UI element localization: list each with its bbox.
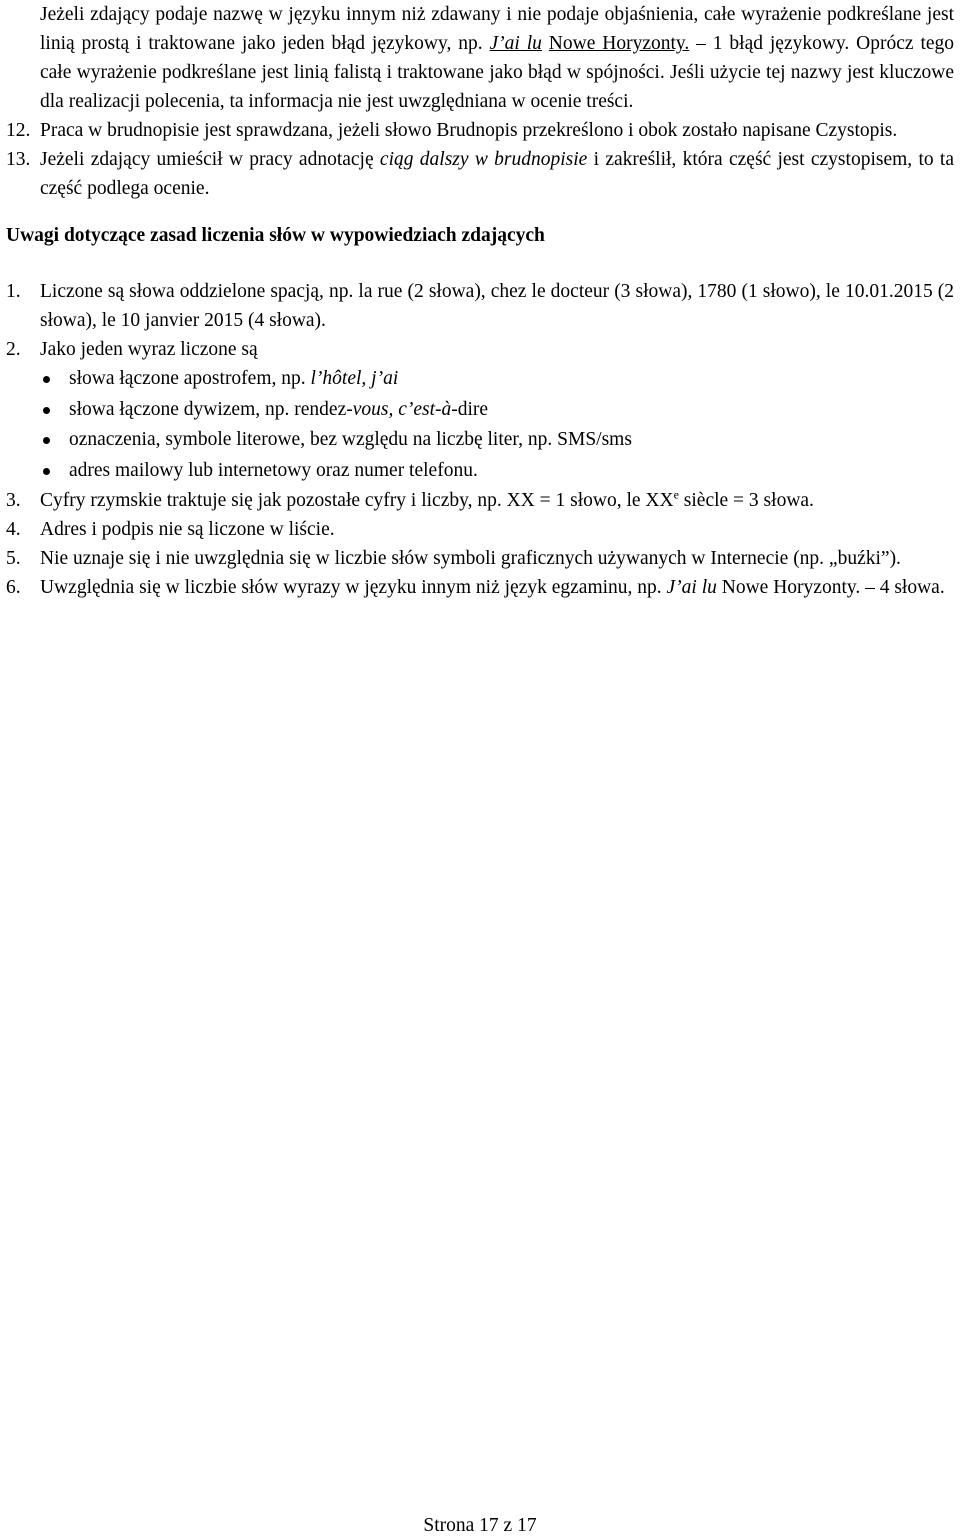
- rule-4: [0, 515, 960, 544]
- item-11-continuation: [0, 0, 960, 116]
- document-page: [0, 0, 960, 602]
- item-13-italic: ciąg dalszy w brudnopisie: [379, 149, 588, 170]
- rule-3-sup: e: [673, 487, 679, 502]
- rule-3-text-b: siècle = 3 słowa.: [678, 490, 814, 511]
- rule-2: [0, 335, 960, 364]
- item-11-text-a: Jeżeli zdający podaje nazwę w języku innym niż zdawany i nie podaje objaśnienia, całe wyrażenie podkreślane jest linią prostą i traktowane jako jeden błąd językowy, np.: [40, 4, 954, 54]
- rule-2-number: 2.: [6, 339, 21, 360]
- rule-2-bullet-list: [0, 364, 960, 486]
- rule-4-text: Adres i podpis nie są liczone w liście.: [40, 519, 335, 540]
- item-12-number: 12.: [6, 120, 31, 141]
- rule-3: [0, 486, 960, 515]
- page-footer: Strona 17 z 17: [423, 1515, 537, 1536]
- bullet-italic: vous, c’est-à-: [352, 398, 458, 420]
- rule-4-number: 4.: [6, 519, 21, 540]
- rule-6-number: 6.: [6, 577, 21, 598]
- rule-5-number: 5.: [6, 548, 21, 569]
- bullet-italic: l’hôtel, j’ai: [310, 368, 399, 389]
- rule-3-number: 3.: [6, 490, 21, 511]
- bullet-text: słowa łączone apostrofem, np.: [69, 368, 311, 389]
- item-11-text-b: – 1 błąd językowy. Oprócz tego całe wyrażenie podkreślane jest linią falistą i traktowane jako błąd w spójności. Jeśli użycie tej nazwy jest kluczowe dla realizacji polecenia, ta informacja nie jest uwzględniana w ocenie treści.: [40, 33, 955, 112]
- rule-5-text: Nie uznaje się i nie uwzględnia się w liczbie słów symboli graficznych używanych w Internecie (np. „buźki”).: [40, 548, 901, 569]
- list-item: [0, 425, 960, 456]
- list-item: [0, 395, 960, 426]
- bullet-icon: [43, 407, 50, 414]
- rule-6: [0, 573, 960, 602]
- section-heading: Uwagi dotyczące zasad liczenia słów w wypowiedziach zdających: [6, 225, 545, 246]
- list-item: [0, 456, 960, 487]
- bullet-icon: [43, 376, 50, 383]
- bullet-icon: [43, 437, 50, 444]
- item-11-example-italic: J’ai lu: [489, 33, 542, 54]
- rule-1-text: Liczone są słowa oddzielone spacją, np. la rue (2 słowa), chez le docteur (3 słowa), 1780 (1 słowo), le 10.01.2015 (2 słowa), le 10 janvier 2015 (4 słowa).: [40, 281, 954, 331]
- item-13-text-a: Jeżeli zdający umieścił w pracy adnotację: [40, 149, 380, 170]
- item-13-text-b: i zakreślił, która część jest czystopisem, to ta część podlega ocenie.: [40, 149, 954, 199]
- rule-6-text-a: Uwzględnia się w liczbie słów wyrazy w języku innym niż język egzaminu, np.: [40, 577, 667, 598]
- list-item: [0, 364, 960, 395]
- rule-5: [0, 544, 960, 573]
- bullet-text: adres mailowy lub internetowy oraz numer telefonu.: [69, 459, 478, 481]
- item-11-example-name: Nowe Horyzonty.: [548, 33, 690, 54]
- rule-1-number: 1.: [6, 281, 21, 302]
- rule-3-text-a: Cyfry rzymskie traktuje się jak pozostałe cyfry i liczby, np. XX = 1 słowo, le XX: [40, 490, 674, 511]
- rule-2-text: Jako jeden wyraz liczone są: [40, 339, 258, 360]
- rule-6-text-b: Nowe Horyzonty. – 4 słowa.: [716, 577, 945, 598]
- item-12: [0, 116, 960, 145]
- bullet-tail: dire: [457, 398, 489, 420]
- bullet-icon: [43, 468, 50, 475]
- item-13: [0, 145, 960, 203]
- bullet-text: słowa łączone dywizem, np. rendez-: [69, 398, 353, 420]
- rule-1: [0, 277, 960, 335]
- bullet-text: oznaczenia, symbole literowe, bez względu na liczbę liter, np. SMS/sms: [69, 429, 632, 450]
- rule-6-italic: J’ai lu: [666, 577, 717, 598]
- item-12-text: Praca w brudnopisie jest sprawdzana, jeżeli słowo Brudnopis przekreślono i obok zostało napisane Czystopis.: [40, 120, 898, 141]
- item-13-number: 13.: [6, 149, 31, 170]
